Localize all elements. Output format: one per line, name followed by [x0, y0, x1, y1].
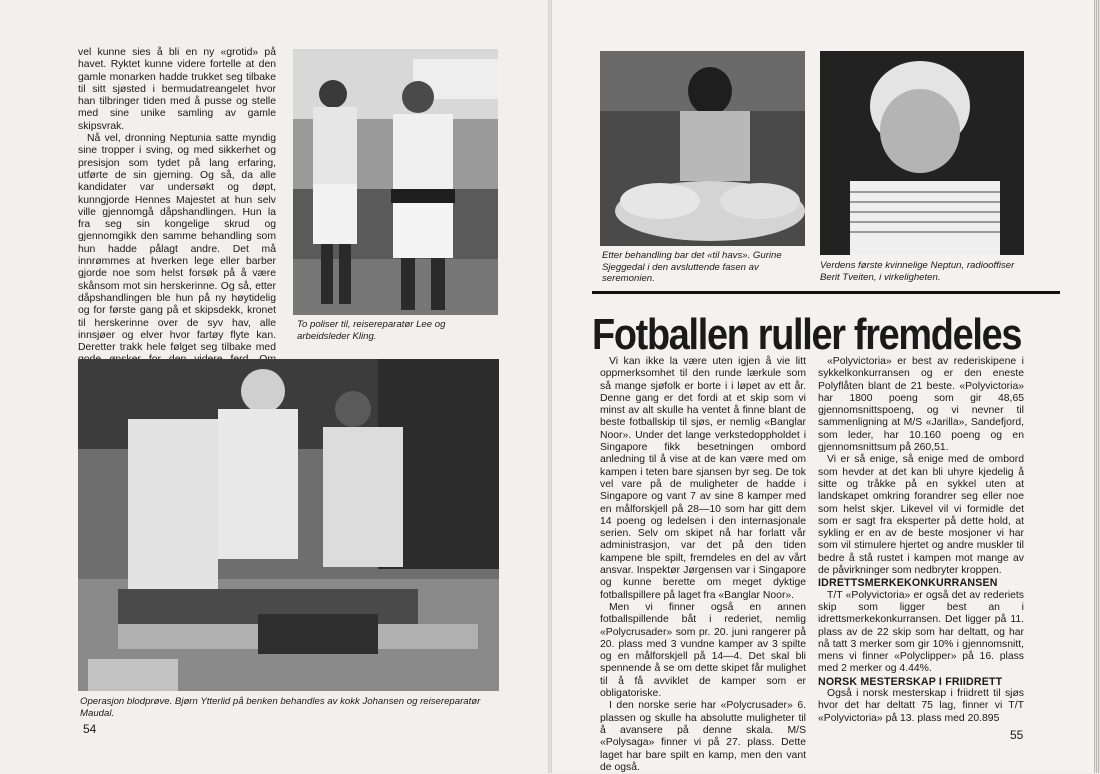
left-column-text [78, 47, 276, 404]
paragraph: Også i norsk mesterskap i friidrett til sjøs hvor det har deltatt 75 lag, finner vi T/T «Polyvictoria» på 13. plass med 20.895 [818, 688, 1024, 724]
headline-rule [592, 291, 1060, 294]
right-page [552, 0, 1100, 773]
paragraph: Vi er så enige, så enige med de ombord som hevder at det kan bli uhyre kjedelig å sitte og tråkke på en sykkel uten at landskapet omkring forandrer seg eller noe som helst skjer. Likevel vil vi formidle det som er sagt fra eksperter på dette hold, at sykling er en av de beste mosjoner vi har som vil stimulere hjertet og andre muskler til bedre å stå rustet i kampen mot mange av de påvirkninger som nedbryter kroppen. [818, 454, 1024, 577]
photo-neptun-portrait [820, 51, 1024, 255]
page-edge [1094, 0, 1100, 773]
paragraph: Men vi finner også en annen fotballspillende båt i rederiet, nemlig «Polycrusader» som pr. 20. juni rangerer på 20. plass med 3 vundne kamper av 3 spilte og en målforskjell på 14—4. Det skal bli spennende å se om dette skipet får mulighet til å få avviklet de kamper som er obligatoriske. [600, 601, 806, 700]
photo-blood-test [78, 359, 499, 691]
caption-bottom: Operasjon blodprøve. Bjørn Ytterlid på benken behandles av kokk Johansen og reisereparatør Maudal. [80, 696, 481, 719]
caption-top: To poliser til, reisereparatør Lee og arbeidsleder Kling. [297, 319, 446, 342]
paragraph: T/T «Polyvictoria» er også det av rederiets skip som ligger best an i idrettsmerkekonkurransen. Det ligger på 11. plass av de 22 skip som har deltatt, og har nå tatt 3 merker som gir 10% i gjennomsnitt, mens vi finner «Polyclipper» på 16. plass med 2 merker og 4.44%. [818, 589, 1024, 675]
photo-two-officers [293, 49, 498, 315]
page-number-left: 54 [83, 722, 97, 736]
left-page [0, 0, 548, 773]
caption-right: Verdens første kvinnelige Neptun, radiooffiser Berit Tveiten, i virkeligheten. [820, 260, 1015, 283]
caption-left: Etter behandling bar det «til havs». Gurine Sjeggedal i den avsluttende fasen av seremonien. [602, 250, 782, 285]
article-column-2 [818, 356, 1024, 725]
article-headline: Fotballen ruller fremdeles [592, 310, 1022, 359]
subhead-idrettsmerke: IDRETTSMERKEKONKURRANSEN [818, 577, 998, 590]
paragraph: Nå vel, dronning Neptunia satte myndig sine tropper i sving, og med sikkerhet og presisjon som tydet på lang erfaring, utførte de sin gjerning. Og så, da alle kandidater var undersøkt og døpt, kunngjorde Hennes Majestet at hun selv ville gjennomgå dåpshandlingen. Hun la fra seg sin kongelige skrud og gjennomgikk den samme behandling som hun hadde pålagt andre. Det må innrømmes at hverken lege eller barber gjorde noe som helst forsøk på å være skånsom mot sin herskerinne. Og så, etter dåpshandlingen ble hun på ny høytidelig og for første gang på et skipsdekk, kronet til herskerinne over de syv hav, alle innsjøer og elver hvor fartøy flyte kan. Deretter trakk hele følget seg tilbake med [78, 133, 276, 354]
page-number-right: 55 [1010, 728, 1024, 742]
photo-splash [600, 51, 805, 246]
paragraph: Vi kan ikke la være uten igjen å vie litt oppmerksomhet til den runde lærkule som så mange sjøfolk er borte i i løpet av ett år. Denne gang er det fordi at et skip som vi minst av alt skulle ha ventet å finne blant de beste fotballskip til sjøs, er nemlig «Banglar Noor». Under det lange verkstedoppholdet i Singapore fikk besetningen ombord anledning til å vise at de kan være med om kampen i teten bare sjansen byr seg. De tok vel vare på de muligheter de hadde i Singapore og vant 7 av sine 8 kamper med en målforskjell på 28—10 som har gitt dem 14 poeng og ledelsen i den internasjonale serien. Selv om skipet nå har forlatt vår administrasjon, var det på den tiden kampene ble spilt, fremdeles en del av vårt ansvar. Inspektør Jørgensen var i Singapore og kunne berette om meget dyktige fotballspillere på laget fra «Banglar Noor». [600, 356, 806, 601]
paragraph: I den norske serie har «Polycrusader» 6. plassen og skulle ha absolutte muligheter til å avansere på denne skala. M/S «Polysaga» finner vi på 27. plass. Dette laget har bare spilt en kamp, men den vant de også. [600, 700, 806, 773]
subhead-friidrett: NORSK MESTERSKAP I FRIIDRETT [818, 675, 1003, 688]
article-column-1 [600, 356, 806, 774]
paragraph: «Polyvictoria» er best av rederiskipene i sykkelkonkurransen og er den eneste Polyflåten blant de 21 beste. «Polyvictoria» har 1800 poeng som gir 48,65 gjennomsnittspoeng, og vi nevner til sammenligning at M/S «Jarilla», Sandefjord, som leder, har 10.160 poeng og en gjennomsnittsum på 260,51. [818, 356, 1024, 454]
paragraph: vel kunne sies å bli en ny «grotid» på havet. Ryktet kunne videre fortelle at den gamle monarken hadde trukket seg tilbake til sitt sjøsted i bermudatreangelet hvor han tilbringer tiden med å pusse og stelle med sine unike samling av gamle skipsvrak. [78, 47, 276, 132]
